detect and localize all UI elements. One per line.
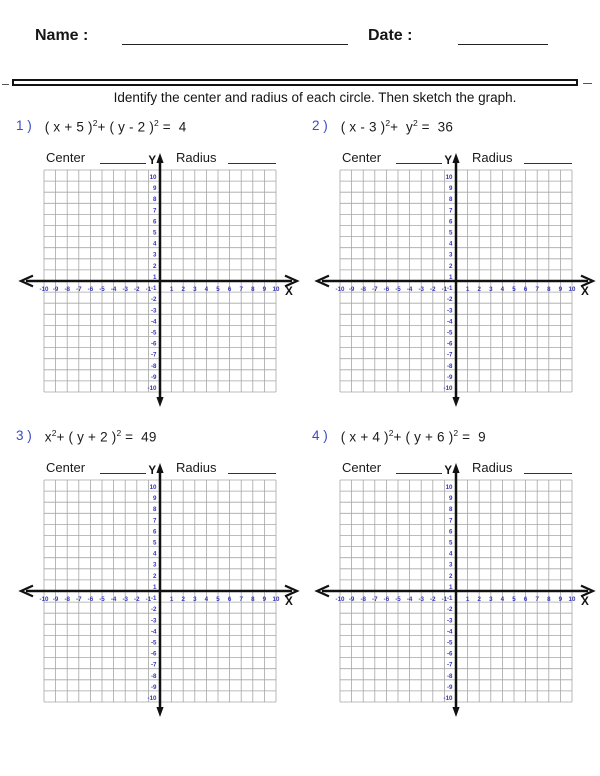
svg-text:-3: -3 (446, 307, 453, 315)
radius-label: Radius (176, 460, 217, 475)
svg-text:1: 1 (449, 583, 453, 591)
svg-text:-3: -3 (150, 617, 157, 625)
coordinate-grid-4[interactable] (304, 462, 600, 724)
svg-text:4: 4 (153, 550, 157, 558)
svg-text:-2: -2 (446, 606, 453, 614)
svg-text:1: 1 (169, 596, 174, 603)
svg-text:-6: -6 (150, 650, 157, 658)
svg-text:Y: Y (148, 155, 156, 167)
radius-label: Radius (176, 150, 217, 165)
separator-double-rule (12, 79, 578, 86)
svg-text:-10: -10 (443, 695, 453, 702)
svg-text:-7: -7 (372, 596, 378, 603)
svg-text:-8: -8 (360, 286, 366, 293)
svg-text:-6: -6 (446, 650, 453, 658)
svg-text:3: 3 (153, 561, 157, 569)
svg-text:-8: -8 (446, 362, 453, 370)
problem-number: 4 ) (312, 428, 328, 443)
svg-text:5: 5 (449, 229, 453, 237)
svg-text:-5: -5 (446, 329, 453, 337)
svg-text:-4: -4 (150, 318, 157, 326)
svg-text:-6: -6 (383, 596, 390, 603)
svg-text:4: 4 (153, 240, 157, 248)
svg-text:2: 2 (477, 596, 481, 603)
svg-text:-5: -5 (446, 639, 453, 647)
svg-text:-10: -10 (147, 695, 157, 702)
svg-text:9: 9 (262, 286, 267, 293)
svg-text:10: 10 (445, 484, 453, 491)
svg-text:6: 6 (523, 286, 528, 293)
problem-number: 2 ) (312, 118, 328, 133)
svg-text:-10: -10 (39, 596, 49, 603)
svg-text:X: X (581, 596, 589, 608)
svg-text:8: 8 (251, 286, 255, 293)
svg-text:-7: -7 (76, 596, 82, 603)
svg-text:5: 5 (216, 286, 220, 293)
svg-text:X: X (581, 286, 589, 298)
svg-text:-7: -7 (446, 351, 453, 359)
svg-text:-3: -3 (446, 617, 453, 625)
svg-text:-9: -9 (348, 596, 355, 603)
svg-text:2: 2 (181, 596, 185, 603)
svg-text:-8: -8 (446, 672, 453, 680)
name-input-line[interactable] (122, 44, 348, 45)
svg-text:3: 3 (153, 251, 157, 259)
svg-text:-9: -9 (446, 373, 453, 381)
svg-text:5: 5 (512, 596, 516, 603)
svg-text:6: 6 (449, 218, 453, 226)
svg-text:-8: -8 (64, 596, 70, 603)
svg-text:-4: -4 (150, 628, 157, 636)
svg-text:-3: -3 (122, 286, 128, 293)
svg-text:Y: Y (444, 465, 452, 477)
svg-text:-2: -2 (430, 596, 436, 603)
svg-text:-4: -4 (406, 286, 413, 293)
svg-text:X: X (285, 286, 293, 298)
svg-text:-4: -4 (446, 628, 453, 636)
svg-text:4: 4 (449, 550, 453, 558)
svg-text:9: 9 (153, 185, 157, 193)
svg-text:3: 3 (489, 596, 493, 603)
svg-text:-3: -3 (418, 286, 424, 293)
svg-text:-8: -8 (360, 596, 366, 603)
svg-text:7: 7 (535, 596, 539, 603)
svg-text:-1: -1 (446, 595, 453, 603)
svg-text:-5: -5 (99, 286, 105, 293)
svg-text:-2: -2 (134, 596, 140, 603)
svg-text:9: 9 (262, 596, 267, 603)
svg-text:-8: -8 (150, 672, 157, 680)
svg-text:5: 5 (153, 539, 157, 547)
svg-text:3: 3 (193, 286, 197, 293)
svg-text:3: 3 (489, 286, 493, 293)
problem-number: 3 ) (16, 428, 32, 443)
svg-text:-4: -4 (406, 596, 413, 603)
problem-1-equation-row (16, 118, 186, 135)
svg-text:X: X (285, 596, 293, 608)
svg-text:6: 6 (153, 218, 157, 226)
svg-text:4: 4 (204, 286, 209, 293)
svg-text:-4: -4 (110, 286, 117, 293)
svg-text:8: 8 (153, 196, 157, 204)
svg-text:3: 3 (449, 251, 453, 259)
svg-text:-10: -10 (335, 596, 345, 603)
radius-label: Radius (472, 460, 513, 475)
svg-text:1: 1 (449, 273, 453, 281)
svg-text:-6: -6 (87, 596, 94, 603)
svg-text:7: 7 (239, 286, 243, 293)
svg-text:4: 4 (500, 286, 505, 293)
svg-text:2: 2 (153, 572, 157, 580)
svg-text:-7: -7 (150, 661, 157, 669)
svg-text:-1: -1 (150, 285, 157, 293)
svg-text:-6: -6 (150, 340, 157, 348)
svg-text:5: 5 (512, 286, 516, 293)
svg-text:9: 9 (558, 286, 563, 293)
svg-text:-9: -9 (348, 286, 355, 293)
separator-right-dash (583, 83, 592, 84)
svg-text:-9: -9 (150, 373, 157, 381)
svg-text:7: 7 (449, 207, 453, 215)
svg-text:5: 5 (216, 596, 220, 603)
center-label: Center (46, 460, 86, 475)
svg-text:-1: -1 (441, 596, 448, 603)
svg-text:7: 7 (153, 207, 157, 215)
svg-text:2: 2 (449, 572, 453, 580)
svg-text:4: 4 (500, 596, 505, 603)
problem-equation: $x^2+$ ( y + 2 )$^2$ = 49 (44, 428, 157, 445)
svg-text:10: 10 (272, 286, 280, 293)
svg-text:8: 8 (153, 506, 157, 514)
problem-panel-1 (8, 110, 308, 416)
svg-text:-7: -7 (150, 351, 157, 359)
problem-panel-2 (304, 110, 600, 416)
svg-text:-8: -8 (150, 362, 157, 370)
svg-text:10: 10 (149, 484, 157, 491)
center-label: Center (342, 460, 382, 475)
svg-text:8: 8 (547, 596, 551, 603)
svg-text:7: 7 (449, 517, 453, 525)
svg-text:-6: -6 (87, 286, 94, 293)
coordinate-grid-1[interactable] (8, 152, 308, 414)
svg-text:9: 9 (558, 596, 563, 603)
svg-text:9: 9 (449, 495, 453, 503)
svg-text:-4: -4 (446, 318, 453, 326)
svg-text:1: 1 (465, 596, 470, 603)
problem-3-equation-row (16, 428, 157, 445)
svg-text:-9: -9 (446, 683, 453, 691)
svg-text:-1: -1 (446, 285, 453, 293)
svg-text:-9: -9 (150, 683, 157, 691)
problem-number: 1 ) (16, 118, 32, 133)
svg-text:-2: -2 (430, 286, 436, 293)
svg-text:-3: -3 (122, 596, 128, 603)
svg-text:-2: -2 (134, 286, 140, 293)
radius-label: Radius (472, 150, 513, 165)
svg-text:-7: -7 (372, 286, 378, 293)
center-label: Center (46, 150, 86, 165)
svg-text:7: 7 (153, 517, 157, 525)
svg-text:-3: -3 (150, 307, 157, 315)
separator-left-dash (2, 84, 9, 85)
svg-text:-1: -1 (145, 286, 152, 293)
svg-text:6: 6 (227, 286, 232, 293)
svg-text:1: 1 (153, 583, 157, 591)
svg-text:1: 1 (169, 286, 174, 293)
svg-text:8: 8 (449, 196, 453, 204)
svg-text:-7: -7 (446, 661, 453, 669)
svg-text:-9: -9 (52, 596, 59, 603)
svg-text:-5: -5 (99, 596, 105, 603)
svg-text:8: 8 (449, 506, 453, 514)
svg-text:9: 9 (153, 495, 157, 503)
problem-4-equation-row (312, 428, 486, 445)
svg-text:6: 6 (523, 596, 528, 603)
svg-text:-5: -5 (150, 639, 157, 647)
svg-text:9: 9 (449, 185, 453, 193)
svg-text:2: 2 (181, 286, 185, 293)
instruction-text: Identify the center and radius of each circle. Then sketch the graph. (113, 90, 517, 105)
problem-equation: ( x - 3 )$^2+ y^2 = 36$ (340, 118, 454, 135)
svg-text:-4: -4 (110, 596, 117, 603)
svg-text:10: 10 (568, 596, 576, 603)
svg-text:-7: -7 (76, 286, 82, 293)
svg-text:-1: -1 (441, 286, 448, 293)
svg-text:5: 5 (449, 539, 453, 547)
svg-text:6: 6 (153, 528, 157, 536)
svg-text:-2: -2 (446, 296, 453, 304)
svg-text:-6: -6 (446, 340, 453, 348)
svg-text:-9: -9 (52, 286, 59, 293)
svg-text:10: 10 (568, 286, 576, 293)
coordinate-grid-2[interactable] (304, 152, 600, 414)
svg-text:6: 6 (227, 596, 232, 603)
svg-text:-2: -2 (150, 296, 157, 304)
svg-text:-10: -10 (335, 286, 345, 293)
svg-text:10: 10 (149, 174, 157, 181)
svg-text:-5: -5 (395, 286, 401, 293)
svg-text:10: 10 (272, 596, 280, 603)
svg-text:-5: -5 (395, 596, 401, 603)
problem-panel-4 (304, 420, 600, 726)
svg-text:Y: Y (148, 465, 156, 477)
svg-text:-1: -1 (145, 596, 152, 603)
svg-text:2: 2 (153, 262, 157, 270)
svg-text:-10: -10 (443, 385, 453, 392)
svg-text:8: 8 (251, 596, 255, 603)
svg-text:6: 6 (449, 528, 453, 536)
date-input-line[interactable] (458, 44, 548, 45)
svg-text:3: 3 (193, 596, 197, 603)
svg-text:-3: -3 (418, 596, 424, 603)
date-label: Date : (368, 27, 413, 44)
svg-text:1: 1 (465, 286, 470, 293)
svg-text:4: 4 (204, 596, 209, 603)
svg-text:5: 5 (153, 229, 157, 237)
svg-text:2: 2 (449, 262, 453, 270)
svg-text:2: 2 (477, 286, 481, 293)
name-label: Name : (35, 27, 89, 44)
svg-text:1: 1 (153, 273, 157, 281)
coordinate-grid-3[interactable] (8, 462, 308, 724)
svg-text:3: 3 (449, 561, 453, 569)
svg-text:-10: -10 (39, 286, 49, 293)
svg-text:4: 4 (449, 240, 453, 248)
svg-text:Y: Y (444, 155, 452, 167)
problem-equation: ( x + 4 )$^2$+ ( y + 6 )$^2$ = 9 (340, 428, 486, 445)
svg-text:-2: -2 (150, 606, 157, 614)
svg-text:-1: -1 (150, 595, 157, 603)
svg-text:10: 10 (445, 174, 453, 181)
svg-text:-5: -5 (150, 329, 157, 337)
problem-equation: ( x + 5 )$^2$+ ( y - 2 )$^2$ = 4 (44, 118, 187, 135)
center-label: Center (342, 150, 382, 165)
svg-text:-10: -10 (147, 385, 157, 392)
svg-text:7: 7 (535, 286, 539, 293)
problem-2-equation-row (312, 118, 453, 135)
svg-text:-8: -8 (64, 286, 70, 293)
problem-panel-3 (8, 420, 308, 726)
svg-text:7: 7 (239, 596, 243, 603)
svg-text:8: 8 (547, 286, 551, 293)
svg-text:-6: -6 (383, 286, 390, 293)
